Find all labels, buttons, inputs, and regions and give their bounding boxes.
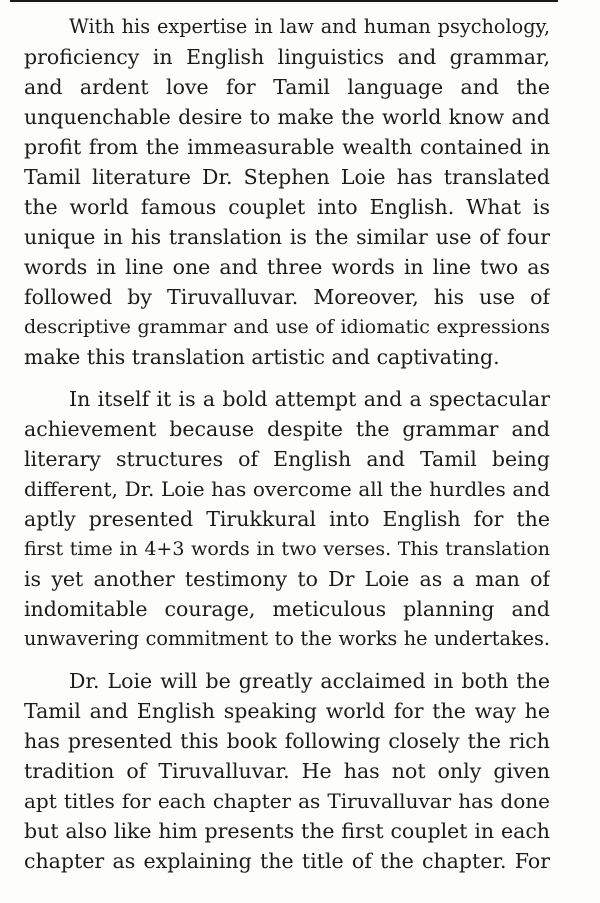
paragraph-1 — [24, 12, 550, 372]
text-line: words in line one and three words in line two as — [24, 255, 550, 279]
text-line: aptly presented Tirukkural into English for the — [24, 507, 550, 531]
paragraph-2 — [24, 384, 550, 654]
text-line: descriptive grammar and use of idiomatic expressions — [24, 316, 550, 338]
text-line: Tamil literature Dr. Stephen Loie has translated — [24, 165, 550, 189]
text-line: apt titles for each chapter as Tiruvalluvar has done — [24, 789, 550, 813]
text-line: followed by Tiruvalluvar. Moreover, his use of — [24, 285, 550, 309]
text-line: In itself it is a bold attempt and a spectacular — [69, 387, 550, 411]
paragraph-3 — [24, 666, 550, 876]
text-line: Dr. Loie will be greatly acclaimed in both the — [69, 669, 550, 693]
text-line: make this translation artistic and captivating. — [24, 345, 500, 369]
text-line: chapter as explaining the title of the chapter. For — [24, 849, 550, 873]
text-line: first time in 4+3 words in two verses. This translation — [24, 538, 550, 560]
text-line: tradition of Tiruvalluvar. He has not only given — [24, 759, 550, 783]
text-line: unique in his translation is the similar use of four — [24, 225, 550, 249]
text-line: the world famous couplet into English. What is — [24, 195, 550, 219]
text-line: profit from the immeasurable wealth contained in — [24, 135, 550, 159]
body-text — [24, 12, 550, 888]
text-line: literary structures of English and Tamil being — [24, 447, 550, 471]
text-line: different, Dr. Loie has overcome all the hurdles and — [24, 477, 550, 501]
text-line: With his expertise in law and human psychology, — [69, 15, 550, 38]
text-line: and ardent love for Tamil language and the — [24, 75, 550, 99]
text-line: but also like him presents the first couplet in each — [24, 819, 550, 843]
text-line: indomitable courage, meticulous planning and — [24, 597, 550, 621]
text-line: proficiency in English linguistics and grammar, — [24, 45, 550, 69]
text-line: unquenchable desire to make the world know and — [24, 105, 550, 129]
text-line: has presented this book following closely the rich — [24, 729, 550, 753]
top-rule — [10, 0, 558, 2]
text-line: is yet another testimony to Dr Loie as a man of — [24, 567, 550, 591]
text-line: unwavering commitment to the works he undertakes. — [24, 627, 550, 650]
text-line: Tamil and English speaking world for the way he — [24, 699, 550, 723]
text-line: achievement because despite the grammar and — [24, 417, 550, 441]
